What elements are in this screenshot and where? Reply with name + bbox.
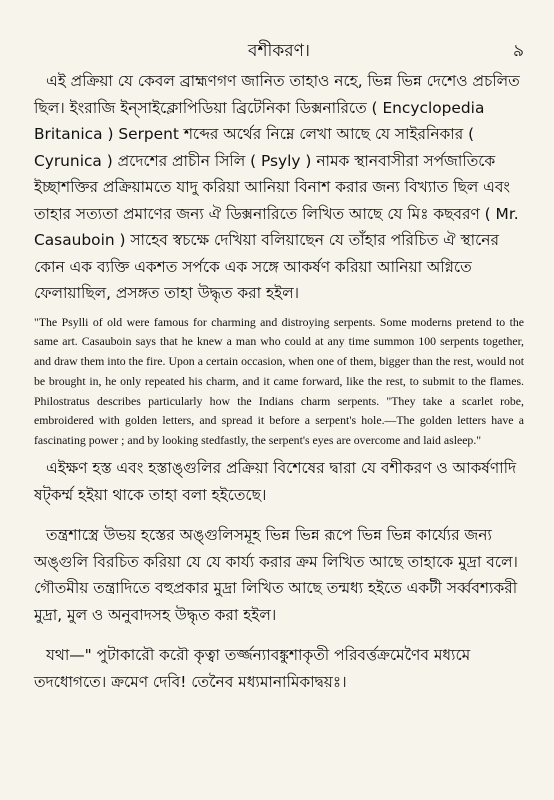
english-quote: "The Psylli of old were famous for charming and distroying serpents. Some moderns pretend to the same art. Casauboin says that he knew a man who could at any time summon 100 serpents together, and draw them into the fire. Upon a certain occasion, when one of them, bigger than the rest, would not be brought in, he only repeated his charm, and it came forward, like the rest, to submit to the flames. Philostratus describes particularly how the Indians charm serpents. "They take a scarlet robe, embroidered with golden letters, and spread it before a serpent's hole.—The golden letters have a fascinating power ; and by looking stedfastly, the serpent's eyes are overcome and laid asleep." xyxy=(34,314,524,448)
paragraph-2: এইক্ষণ হস্ত এবং হস্তাঙ্গুলির প্রক্রিয়া বিশেষের দ্বারা যে বশীকরণ ও আকর্ষণাদি ষট্‌কর্ম্ম হইয়া থাকে তাহা বলা হইতেছে। xyxy=(34,459,517,504)
paragraph-4: যথা—" পুটাকারৌ করৌ কৃত্বা তর্জ্জন্যাবঙ্কুশাকৃতী পরিবর্ত্তক্রমেণৈব মধ্যমে তদধোগতে। ক্রমেণ দেবি! তেনৈব মধ্যমানামিকাদ্বয়ঃ। xyxy=(34,646,471,691)
page-number: ৯ xyxy=(512,41,524,61)
paragraph-1: এই প্রক্রিয়া যে কেবল ব্রাহ্মণগণ জানিত তাহাও নহে, ভিন্ন ভিন্ন দেশেও প্রচলিত ছিল। ইংরাজি ইন্‌সাইক্লোপিডিয়া ব্রিটেনিকা ডিক্সনারিতে ( Encyclopedia Britanica ) Serpent শব্দের অর্থের নিম্নে লেখা আছে যে সাইরনিকার ( Cyrunica ) প্রদেশের প্রাচীন সিলি ( Psyly ) নামক স্থানবাসীরা সর্পজাতিকে ইচ্ছাশক্তির প্রক্রিয়ামতে যাদু করিয়া আনিয়া বিনাশ করার জন্য বিখ্যাত ছিল এবং তাহার সত্যতা প্রমাণের জন্য ঐ ডিক্সনারিতে লিখিত আছে যে মিঃ কছবরণ ( Mr. Casauboin ) সাহেব স্বচক্ষে দেখিয়া বলিয়াছেন যে তাঁহার পরিচিত ঐ স্থানের কোন এক ব্যক্তি একশত সর্পকে এক সঙ্গে আকর্ষণ করিয়া আনিয়া অগ্নিতে ফেলায়াছিল, প্রসঙ্গত তাহা উদ্ধৃত করা হইল। xyxy=(34,72,520,302)
running-title: বশীকরণ। xyxy=(248,41,310,61)
paragraph-3: তন্ত্রশাস্ত্রে উভয় হস্তের অঙ্গুলিসমূহ ভিন্ন ভিন্ন রূপে ভিন্ন ভিন্ন কার্য্যের জন্য অঙ্গুলি বিরচিত করিয়া যে যে কার্য্য করার ক্রম লিখিত আছে তাহাকে মুদ্রা বলে। গৌতমীয় তন্ত্রাদিতে বহুপ্রকার মুদ্রা লিখিত আছে তন্মধ্য হইতে একটী সর্ব্ববশ্যকরী মুদ্রা, মুল ও অনুবাদসহ উদ্ধৃত করা হইল। xyxy=(34,526,518,624)
page-header xyxy=(34,38,524,68)
